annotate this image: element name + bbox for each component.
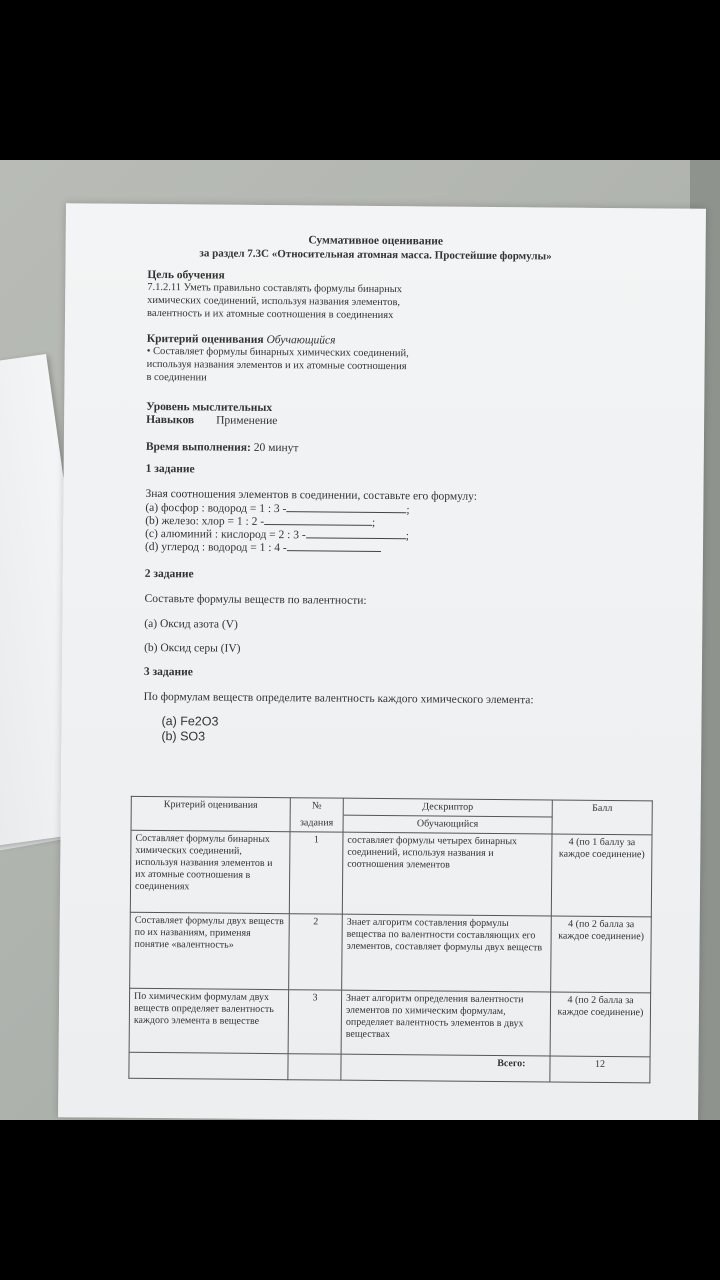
criterion-line: • Составляет формулы бинарных химических соединений,: [146, 345, 409, 360]
criterion-line: используя названия элементов и их атомные соотношения: [146, 358, 407, 373]
header-num-2: задания: [290, 815, 343, 832]
task1-item: [145, 539, 381, 556]
header-score: Балл: [552, 800, 652, 835]
task1-item-text: (a) фосфор : водород = 1 : 3 -: [145, 501, 287, 516]
total-value: 12: [550, 1056, 650, 1083]
task2-item: (a) Оксид азота (V): [144, 617, 238, 631]
task1-item-text: (d) углерод : водород = 1 : 4 -: [144, 540, 287, 555]
level-heading-2: Навыков: [146, 413, 195, 427]
task2-intro: Составьте формулы веществ по валентности:: [144, 592, 367, 607]
answer-blank[interactable]: [306, 527, 406, 539]
task3-item: (b) SO3: [161, 729, 206, 744]
task1-item: (a) фосфор : водород = 1 : 3 - ;: [145, 501, 410, 517]
row-num: 1: [289, 832, 343, 914]
time-label: Время выполнения:: [145, 440, 251, 454]
assessment-sheet: [58, 203, 706, 1120]
goal-line: химических соединений, используя названия элементов,: [147, 294, 401, 309]
answer-blank[interactable]: [286, 501, 406, 513]
task2-heading: 2 задание: [144, 567, 194, 581]
total-empty: [129, 1052, 288, 1079]
row-num: 2: [289, 914, 343, 990]
level-heading: Уровень мыслительных: [146, 400, 273, 415]
task1-intro: Зная соотношения элементов в соединении, составьте его формулу:: [145, 487, 478, 503]
row-descriptor: Знает алгоритм определения валентности элементов по химическим формулам, определяет валентность элементов в двух веществах: [341, 990, 551, 1056]
answer-blank[interactable]: [264, 514, 372, 526]
doc-title: Суммативное оценивание: [308, 234, 443, 248]
row-num: 3: [288, 990, 342, 1054]
task3-intro: По формулам веществ определите валентность каждого химического элемента:: [143, 690, 534, 707]
total-label: Всего:: [341, 1054, 550, 1082]
time-value: 20 минут: [253, 441, 299, 455]
task3-heading: 3 задание: [143, 665, 193, 679]
row-score: 4 (по 1 баллу за каждое соединение): [551, 834, 652, 917]
task1-item-text: (b) железо: хлор = 1 : 2 -: [145, 514, 265, 528]
time-row: [146, 440, 299, 455]
row-criterion: Составляет формулы двух веществ по их названиям, применяя понятие «валентность»: [130, 912, 290, 989]
level-value: Применение: [216, 414, 278, 428]
goal-line: 7.1.2.11 Уметь правильно составлять формулы бинарных: [147, 281, 403, 296]
task1-heading: 1 задание: [145, 462, 195, 476]
row-descriptor: составляет формулы четырех бинарных соединений, используя названия и соотношения элементов: [342, 832, 552, 916]
header-descriptor: Дескриптор: [343, 798, 552, 817]
table-row: [130, 912, 652, 993]
task1-item-text: (c) алюминий : кислород = 2 : 3 -: [145, 527, 306, 542]
row-criterion: Составляет формулы бинарных химических соединений, используя названия элементов и их атомные соотношения в соединениях: [130, 830, 290, 913]
doc-subtitle: за раздел 7.3С «Относительная атомная масса. Простейшие формулы»: [199, 247, 552, 263]
photo-background: [0, 160, 720, 1120]
table-row: [129, 988, 651, 1057]
total-empty: [288, 1054, 341, 1080]
criterion-who: Обучающийся: [266, 333, 336, 347]
table-total-row: [129, 1052, 650, 1083]
row-score: 4 (по 2 балла за каждое соединение): [550, 992, 651, 1057]
row-score: 4 (по 2 балла за каждое соединение): [551, 916, 652, 993]
table-row: [130, 830, 652, 917]
header-num: №: [290, 798, 343, 815]
criterion-heading: Критерий оценивания: [146, 332, 264, 346]
task1-item: (c) алюминий : кислород = 2 : 3 - ;: [145, 527, 409, 543]
task2-item: (b) Оксид серы (IV): [144, 641, 241, 655]
answer-blank[interactable]: [287, 540, 381, 552]
header-descriptor-2: Обучающийся: [343, 815, 552, 834]
row-criterion: По химическим формулам двух веществ определяет валентность каждого элемента в веществе: [129, 988, 289, 1053]
task1-item: (b) железо: хлор = 1 : 2 - ;: [145, 514, 376, 529]
criteria-table: [128, 796, 652, 1084]
criterion-line: в соединении: [146, 371, 207, 384]
row-descriptor: Знает алгоритм составления формулы вещества по валентности составляющих его элементов, составляет формулы двух веществ: [342, 914, 552, 992]
task3-item: (a) Fe2O3: [161, 714, 219, 729]
header-criterion: Критерий оценивания: [131, 796, 290, 831]
goal-heading: Цель обучения: [147, 268, 225, 282]
goal-line: валентность и их атомные соотношения в соединениях: [146, 307, 394, 322]
